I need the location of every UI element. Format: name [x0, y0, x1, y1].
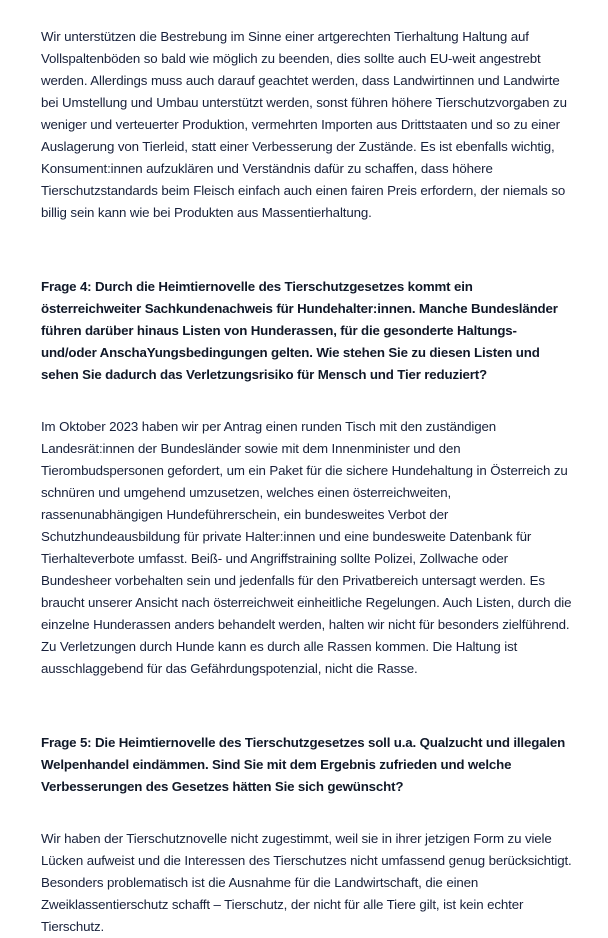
- section-spacer: [41, 680, 572, 732]
- question-heading-frage-5: Frage 5: Die Heimtiernovelle des Tierschutzgesetzes soll u.a. Qualzucht und illegalen Welpenhandel eindämmen. Sind Sie mit dem Ergebnis zufrieden und welche Verbesserungen des Gesetzes hätten Sie sich gewünscht?: [41, 735, 566, 794]
- answer-spacer: [41, 386, 572, 416]
- paragraph-answer-4: Im Oktober 2023 haben wir per Antrag einen runden Tisch mit den zuständigen Landesrät:innen der Bundesländer sowie mit dem Innenminister und den Tierombudspersonen gefordert, um ein Paket für die sichere Hundehaltung in Österreich zu schnüren und umgehend umzusetzen, welches einen österreichweiten, rassenunabhängigen Hundeführerschein, ein bundesweites Verbot der Schutzhundeausbildung für private Halter:innen und eine bundesweite Datenbank für Tierhalteverbote umfasst. Beiß- und Angriffstraining sollte Polizei, Zollwache oder Bundesheer vorbehalten sein und jedenfalls für den Privatbereich untersagt werden. Es braucht unserer Ansicht nach österreichweit einheitliche Regelungen. Auch Listen, durch die einzelne Hunderassen anders behandelt werden, halten wir nicht für besonders zielführend. Zu Verletzungen durch Hunde kann es durch alle Rassen kommen. Die Haltung ist ausschlaggebend für das Gefährdungspotenzial, nicht die Rasse.: [41, 419, 572, 676]
- answer-spacer: [41, 798, 572, 828]
- question-heading-frage-4: Frage 4: Durch die Heimtiernovelle des Tierschutzgesetzes kommt ein österreichweiter Sachkundenachweis für Hundehalter:innen. Manche Bundesländer führen darüber hinaus Listen von Hunderassen, für die gesonderte Haltungs- und/oder AnschaYungsbedingungen gelten. Wie stehen Sie zu diesen Listen und sehen Sie dadurch das Verletzungsrisiko für Mensch und Tier reduziert?: [41, 279, 558, 382]
- document-content: [41, 26, 572, 938]
- section-spacer: [41, 224, 572, 276]
- paragraph-answer-3-continued: Wir unterstützen die Bestrebung im Sinne einer artgerechten Tierhaltung Haltung auf Vollspaltenböden so bald wie möglich zu beenden, dies sollte auch EU-weit angestrebt werden. Allerdings muss auch darauf geachtet werden, dass Landwirtinnen und Landwirte bei Umstellung und Umbau unterstützt werden, sonst führen höhere Tierschutzvorgaben zu weniger und verteuerter Produktion, vermehrten Importen aus Drittstaaten und so zu einer Auslagerung von Tierleid, statt einer Verbesserung der Zustände. Es ist ebenfalls wichtig, Konsument:innen aufzuklären und Verständnis dafür zu schaffen, dass höhere Tierschutzstandards beim Fleisch einfach auch einen fairen Preis erfordern, der niemals so billig sein kann wie bei Produkten aus Massentierhaltung.: [41, 29, 567, 220]
- paragraph-answer-5: Wir haben der Tierschutznovelle nicht zugestimmt, weil sie in ihrer jetzigen Form zu viele Lücken aufweist und die Interessen des Tierschutzes nicht umfassend genug berücksichtigt. Besonders problematisch ist die Ausnahme für die Landwirtschaft, die einen Zweiklassentierschutz schafft – Tierschutz, der nicht für alle Tiere gilt, ist kein echter Tierschutz.: [41, 831, 572, 934]
